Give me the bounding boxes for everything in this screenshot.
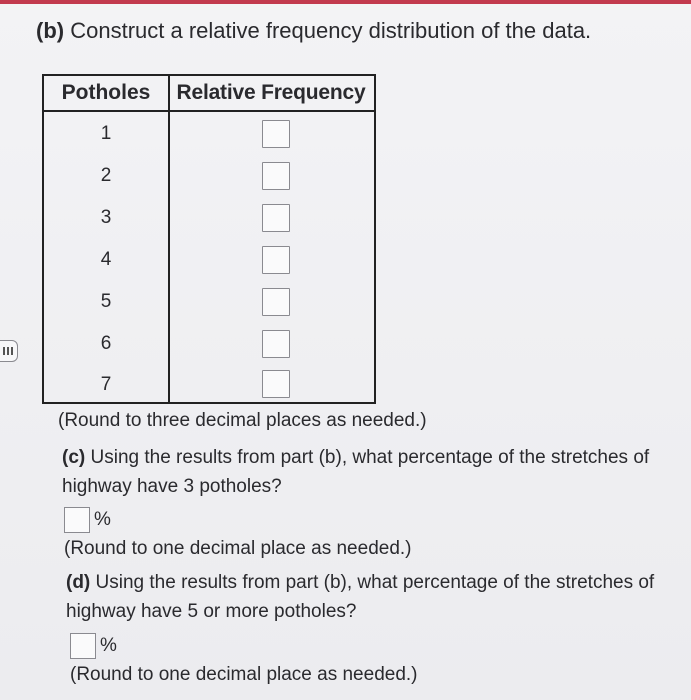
row-potholes-3: 3	[100, 207, 112, 228]
part-b-question	[36, 18, 591, 44]
part-b-rounding-note: (Round to three decimal places as needed.)	[58, 410, 427, 431]
row-potholes-4: 4	[100, 249, 112, 270]
part-c-percent-sign: %	[94, 509, 111, 530]
part-d-answer-row	[70, 633, 117, 659]
column-divider	[168, 76, 170, 402]
relative-frequency-input-3[interactable]	[262, 204, 290, 232]
header-divider	[44, 110, 374, 112]
relative-frequency-input-7[interactable]	[262, 370, 290, 398]
part-c-rounding-note: (Round to one decimal place as needed.)	[64, 538, 412, 559]
relative-frequency-input-6[interactable]	[262, 330, 290, 358]
grip-bar-icon	[3, 347, 5, 355]
part-b-label: (b)	[36, 18, 65, 43]
relative-frequency-table	[42, 74, 376, 404]
part-d-label: (d)	[66, 572, 91, 593]
row-potholes-1: 1	[100, 123, 112, 144]
top-accent-bar	[0, 0, 691, 4]
panel-resize-handle[interactable]	[0, 340, 18, 362]
part-d-percent-sign: %	[100, 635, 117, 656]
header-relative-frequency: Relative Frequency	[176, 81, 366, 104]
part-d-question	[66, 568, 656, 626]
relative-frequency-input-4[interactable]	[262, 246, 290, 274]
part-c-percentage-input[interactable]	[64, 507, 90, 533]
grip-bar-icon	[7, 347, 9, 355]
relative-frequency-input-1[interactable]	[262, 120, 290, 148]
header-potholes: Potholes	[61, 81, 151, 104]
part-c-text: Using the results from part (b), what percentage of the stretches of highway have 3 potholes?	[62, 447, 650, 497]
part-d-text: Using the results from part (b), what percentage of the stretches of highway have 5 or more potholes?	[66, 572, 655, 622]
grip-bar-icon	[11, 347, 13, 355]
part-c-answer-row	[64, 507, 111, 533]
part-b-text: Construct a relative frequency distribution of the data.	[70, 18, 592, 43]
part-d-percentage-input[interactable]	[70, 633, 96, 659]
row-potholes-2: 2	[100, 165, 112, 186]
part-c-label: (c)	[62, 447, 86, 468]
part-d-rounding-note: (Round to one decimal place as needed.)	[70, 664, 418, 685]
row-potholes-5: 5	[100, 291, 112, 312]
relative-frequency-input-2[interactable]	[262, 162, 290, 190]
part-c-question	[62, 443, 652, 501]
row-potholes-6: 6	[100, 333, 112, 354]
row-potholes-7: 7	[100, 374, 112, 395]
relative-frequency-input-5[interactable]	[262, 288, 290, 316]
